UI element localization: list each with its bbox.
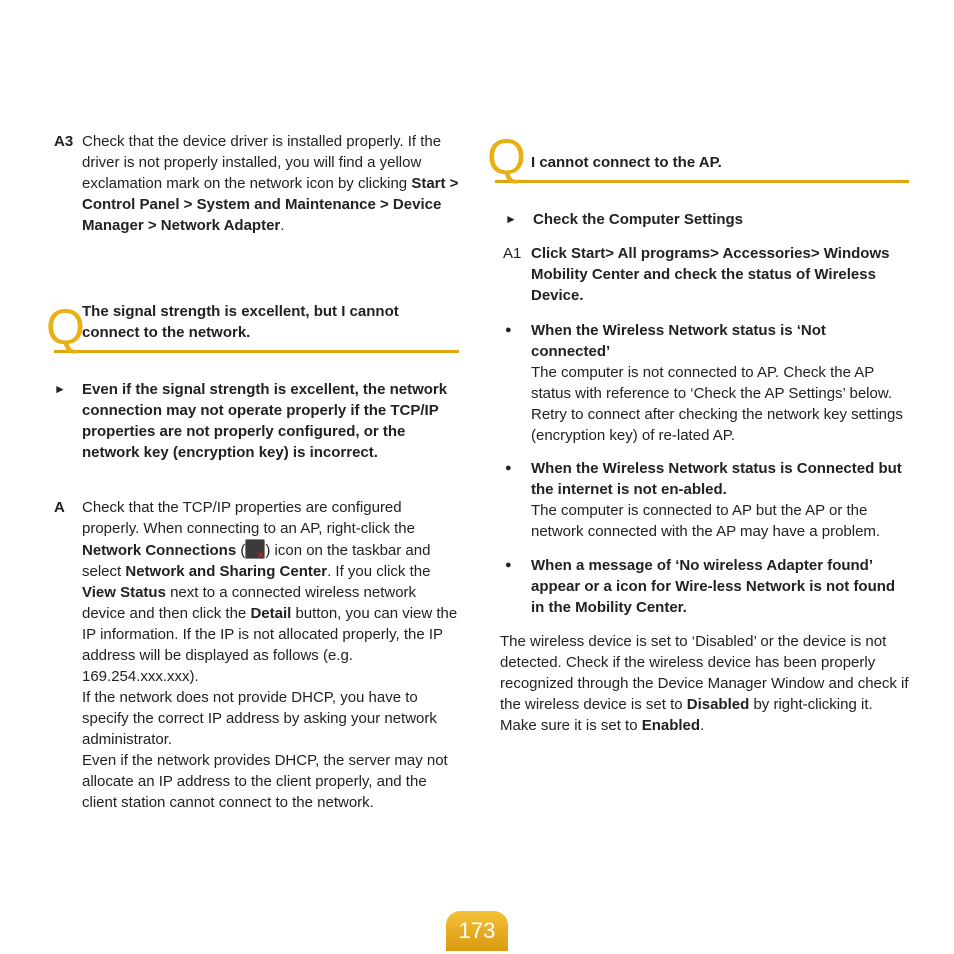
key-point-text: Even if the signal strength is excellent, the network connection may not operate properly if the TCP/IP properties are not properly configured, or the network key (encryption key) is incorrect. — [82, 381, 448, 461]
arrow-bullet-icon: ► — [54, 382, 66, 396]
question-title: The signal strength is excellent, but I cannot connect to the network. — [82, 303, 399, 341]
answer-label: A — [54, 499, 65, 516]
dot-bullet-icon: ● — [505, 324, 512, 336]
q-letter: Q — [487, 129, 526, 185]
answer-paragraph-1: Check that the TCP/IP properties are configured properly. When connecting to an AP, right-click the Network Connections (✕ ) icon on the taskbar and select Network and Sharing Center. If you click the View Status next to a connected wireless network device and then click the Detail button, you can view the IP information. If the IP is not allocated properly, the IP address will be displayed as follows (e.g. 169.254.xxx.xxx). — [82, 497, 459, 687]
question-title: I cannot connect to the AP. — [531, 154, 722, 171]
answer-text — [82, 497, 459, 813]
answer-paragraph-3: Even if the network provides DHCP, the server may not allocate an IP address to the client properly, and the client station cannot connect to the network. — [82, 752, 448, 811]
network-connections-icon — [245, 539, 265, 559]
answer-text: Click Start> All programs> Accessories> Windows Mobility Center and check the status of Wireless Device. — [531, 245, 890, 304]
bullet-heading: When a message of ‘No wireless Adapter found’ appear or a icon for Wire-less Network is not found in the Mobility Center. — [531, 557, 896, 616]
arrow-bullet-icon: ► — [505, 212, 517, 226]
q-letter: Q — [46, 299, 85, 355]
answer-text: Check that the device driver is installed properly. If the driver is not properly installed, you will find a yellow exclamation mark on the network icon by clicking Start > Control Panel > System and Maintenance > Device Manager > Network Adapter. — [82, 133, 459, 234]
bullet-heading: When the Wireless Network status is Connected but the internet is not en-abled. — [531, 460, 902, 498]
check-heading-text: Check the Computer Settings — [533, 211, 744, 228]
dot-bullet-icon: ● — [505, 462, 512, 474]
bullet-body: The computer is not connected to AP. Check the AP status with reference to ‘Check the AP Settings’ below. Retry to connect after checking the network key settings (encryption key) of re-lated AP. — [531, 364, 903, 444]
bullet-heading: When the Wireless Network status is ‘Not connected’ — [531, 322, 826, 360]
bullet-body: The computer is connected to AP but the AP or the network connected with the AP may have a problem. — [531, 502, 881, 540]
answer-label: A3 — [54, 133, 74, 150]
page-number: 173 — [446, 911, 508, 951]
question-header — [487, 126, 909, 185]
question-header — [46, 296, 459, 355]
final-paragraph: The wireless device is set to ‘Disabled’ or the device is not detected. Check if the wireless device has been properly recognized through the Device Manager Window and check if the wireless device is set to Disabled by right-clicking it. Make sure it is set to Enabled. — [500, 633, 909, 734]
dot-bullet-icon: ● — [505, 559, 512, 571]
answer-label: A1 — [503, 245, 522, 262]
answer-paragraph-2: If the network does not provide DHCP, you have to specify the correct IP address by asking your network administrator. — [82, 689, 437, 748]
